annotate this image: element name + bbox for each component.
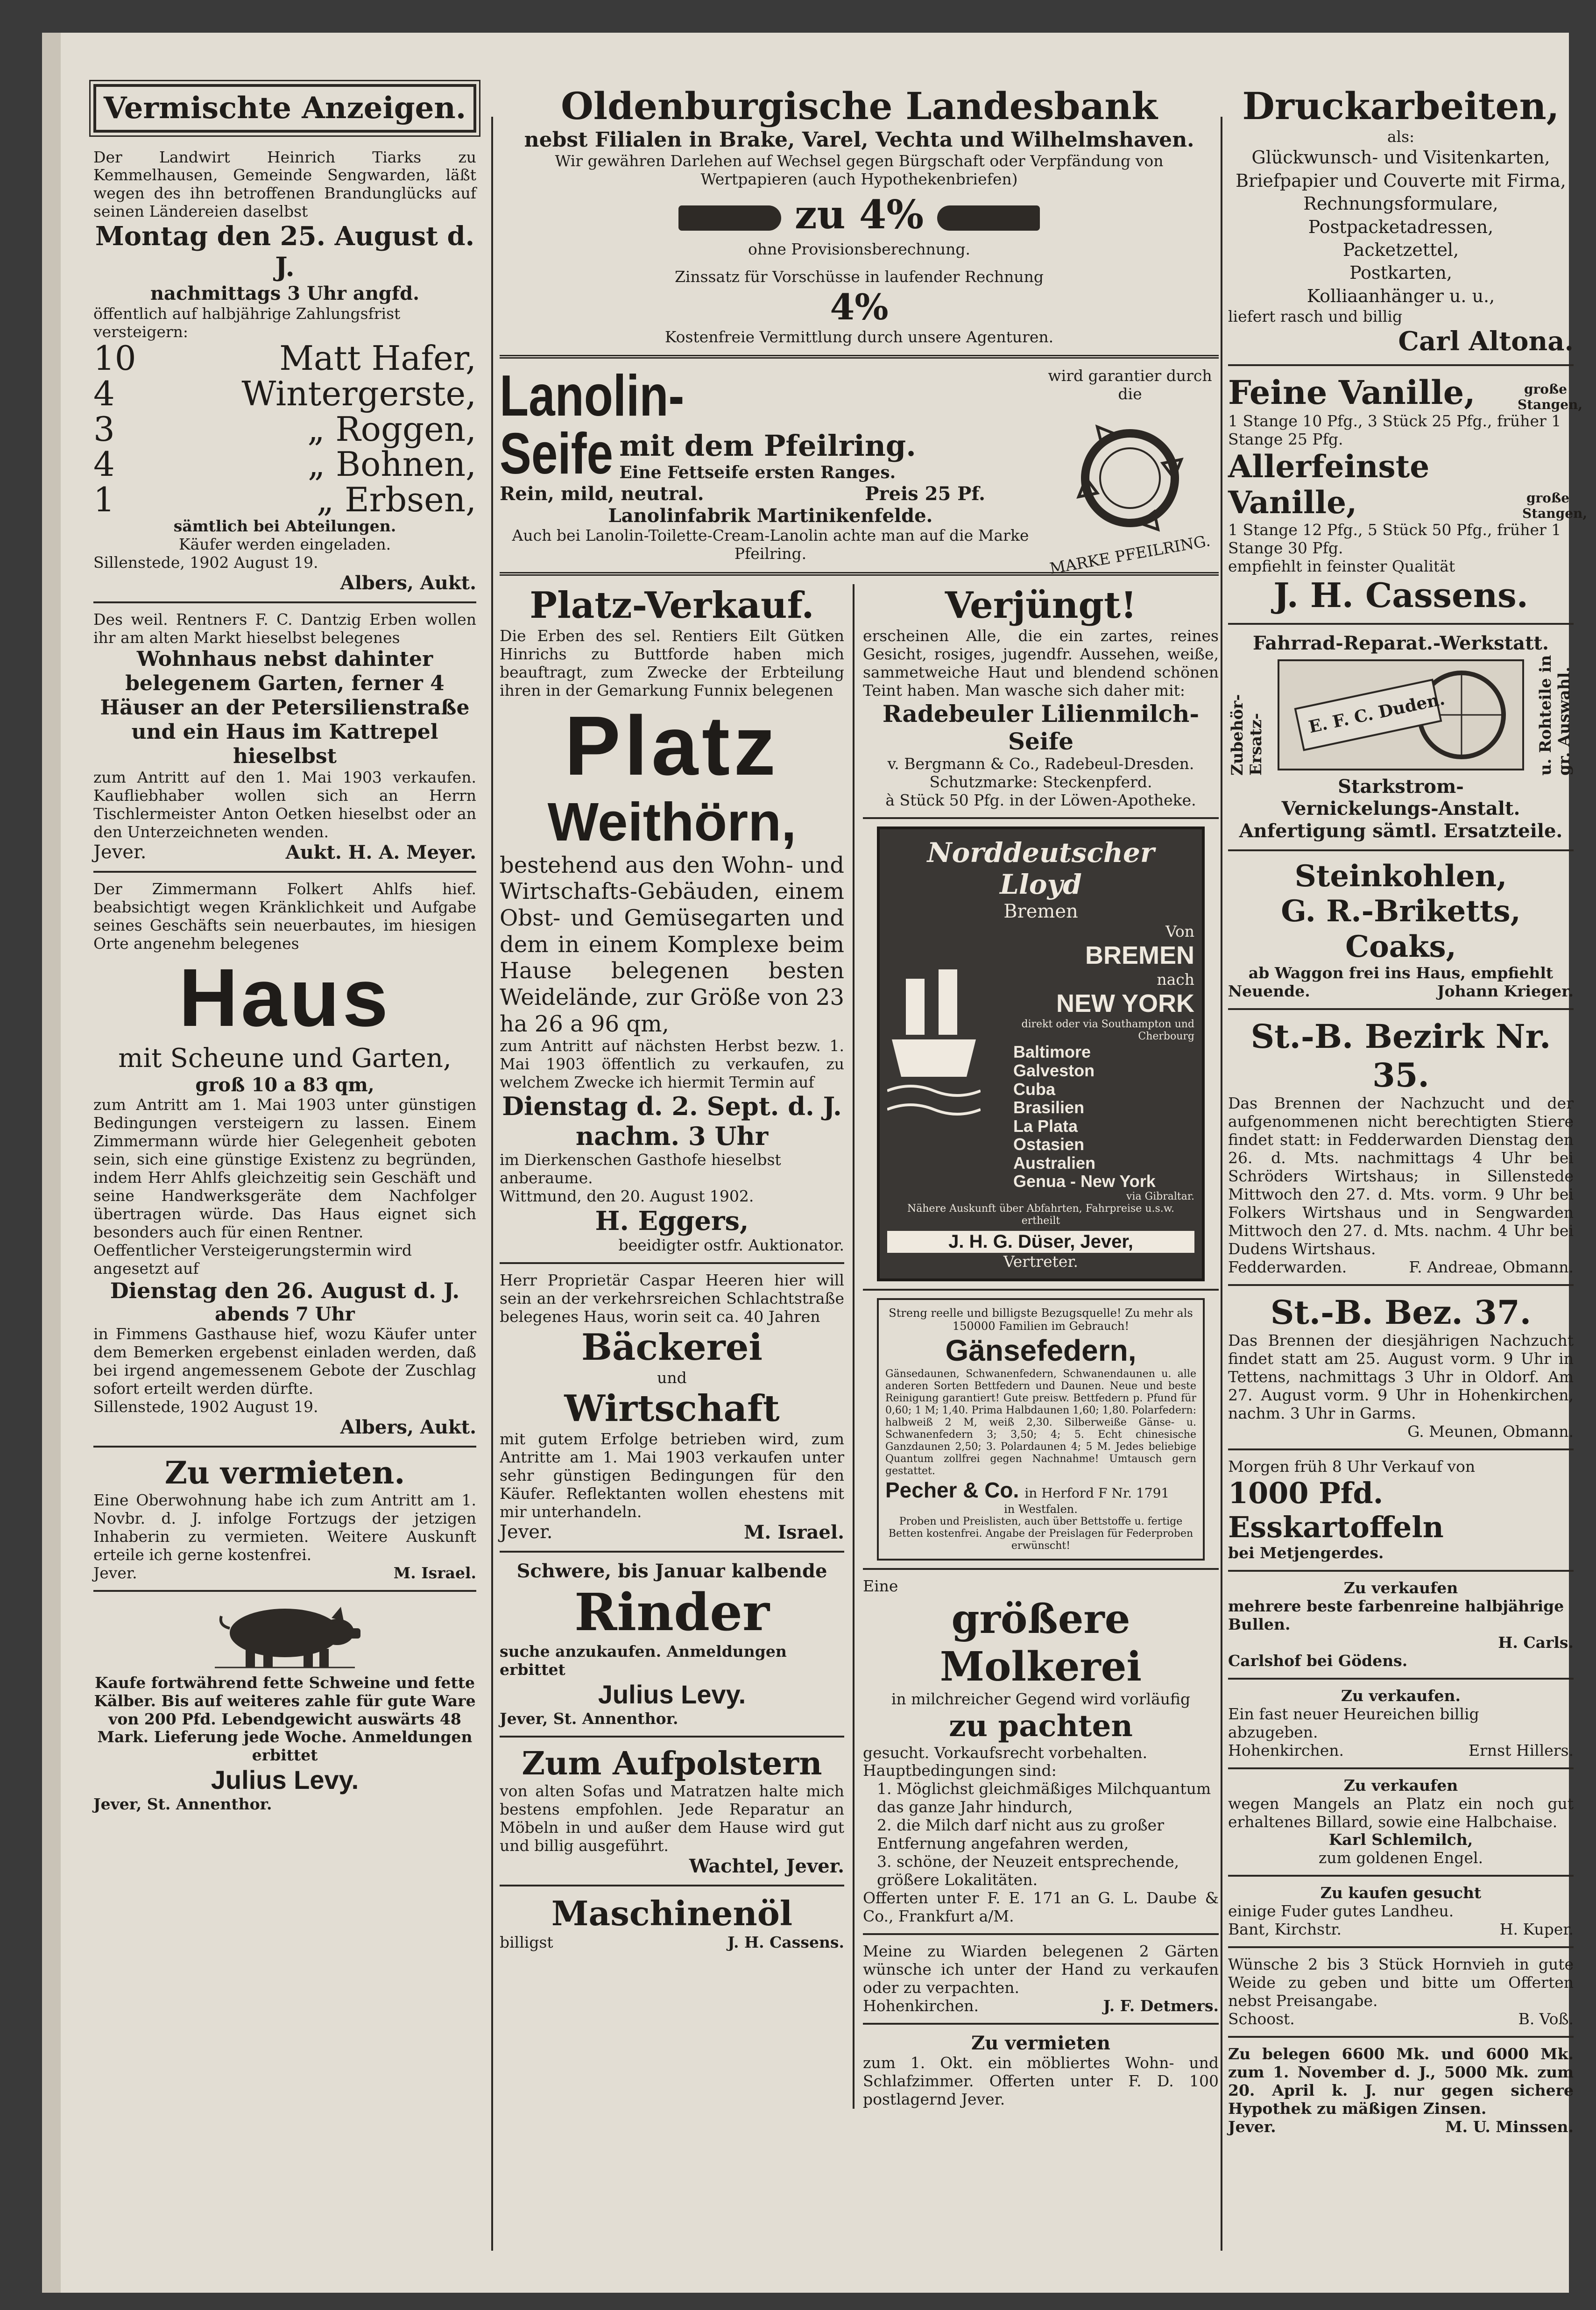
verj-text: erscheinen Alle, die ein zartes, reines Gesicht, rosiges, jugendfr. Aussehen, weiße, sammetweiche Haut und blendend schönen Teint haben. Man wasche sich daher mit: <box>863 627 1219 700</box>
lanolin-tag2: Eine Fettseife ersten Ranges. <box>619 463 896 483</box>
billard-text: wegen Mangels an Platz ein noch gut erhaltenes Billard, sowie eine Halbchaise. <box>1228 1794 1574 1831</box>
lloyd-ad <box>877 827 1205 1281</box>
fahrrad-brand: E. F. C. Duden. <box>1306 689 1447 737</box>
gans-footer: Proben und Preislisten, auch über Bettstoffe u. fertige Betten kostenfrei. Angabe der Preislagen für Federproben erwünscht! <box>888 1516 1193 1552</box>
divider <box>93 1446 476 1448</box>
bez35-text: Das Brennen der Nachzucht und der aufgenommenen nicht berechtigten Stiere findet statt: in Fedderwarden Dienstag den 26. d. Mts. nachmittags 4 Uhr bei Schröders Wirtshaus; in Sillenstede Mittwoch den 27. d. Mts. vorm. 9 Uhr bei Folkers Wirtshaus und in Sengwarden Mittwoch den 27. d. Mts. nachm. 4 Uhr bei Dudens Wirtshaus. <box>1228 1094 1574 1258</box>
divider <box>1228 1284 1574 1286</box>
polster-text: von alten Sofas und Matratzen halte mich bestens empfohlen. Jede Reparatur an Möbeln in und außer dem Hause wird gut und billig ausgeführt. <box>500 1782 844 1855</box>
rinder-place: Jever, St. Annenthor. <box>500 1709 678 1728</box>
vanille-row2 <box>1228 448 1588 522</box>
platz-title: Platz-Verkauf. <box>530 584 814 627</box>
bez37-text: Das Brennen der diesjährigen Nachzucht findet statt am 25. August vorm. 9 Uhr in Tettens, nachmittags 3 Uhr in Oldorf. Am 27. August vorm. 9 Uhr in Hohenkirchen, nachm. 3 Uhr in Garms. <box>1228 1331 1574 1423</box>
platz-place: Wittmund, den 20. August 1902. <box>500 1187 754 1206</box>
gans-firm: Pecher & Co. <box>885 1477 1019 1502</box>
page-binding-edge <box>42 33 61 2293</box>
item-name: Wintergerste, <box>241 374 476 414</box>
ad-tiarks-invite: Käufer werden eingeladen. <box>178 535 391 554</box>
ad-mieten-title: Zu vermieten. <box>164 1455 405 1491</box>
bullen-text: mehrere beste farbenreine halbjährige Bullen. <box>1228 1597 1564 1634</box>
bez37-title: St.-B. Bez. 37. <box>1270 1293 1532 1332</box>
divider <box>93 871 476 873</box>
lanolin-tag: mit dem Pfeilring. <box>619 429 916 463</box>
item-name: Matt Hafer, <box>279 339 476 378</box>
verj-price: à Stück 50 Pfg. in der Löwen-Apotheke. <box>885 791 1196 810</box>
divider <box>1228 1448 1574 1450</box>
item-name: „ Roggen, <box>307 409 476 449</box>
place: Fedderwarden. <box>1228 1257 1347 1276</box>
lanolin-tag-wrap <box>619 429 916 483</box>
place: Bant, Kirchstr. <box>1228 1920 1342 1939</box>
item-row <box>93 376 476 412</box>
newspaper-page <box>42 33 1588 2293</box>
divider <box>863 1289 1219 1291</box>
platz-loc: im Dierkenschen Gasthofe hieselbst anberaume. <box>500 1151 781 1187</box>
divider <box>1228 1767 1574 1769</box>
rinder-title: Rinder <box>574 1582 770 1643</box>
item-qty: 4 <box>93 374 115 414</box>
molk-item: 2. die Milch darf nicht aus zu großer Entfernung angefahren werden, <box>877 1816 1164 1853</box>
molk-title: größere Molkerei <box>939 1596 1142 1690</box>
oel-footer <box>500 1934 844 1952</box>
lloyd-from: Bremen <box>1003 900 1078 922</box>
fahrrad-l2: Vernickelungs-Anstalt. <box>1281 798 1520 820</box>
bank-rate1-row <box>500 191 1219 238</box>
platz-time: nachm. 3 Uhr <box>575 1121 769 1151</box>
molk-pre: Eine <box>863 1577 898 1596</box>
lower-section <box>500 584 1219 2108</box>
kohle-t2: G. R.-Briketts, <box>1281 894 1521 929</box>
divider <box>1228 1875 1574 1877</box>
ad-tiarks-date: Montag den 25. August d. J. <box>95 221 475 283</box>
ad-tiarks-intro: Der Landwirt Heinrich Tiarks zu Kemmelhausen, Gemeinde Sengwarden, läßt wegen des ihn betroffenen Brandunglücks auf seinen Ländereien daselbst <box>93 148 476 221</box>
pointing-hand-icon <box>678 205 781 231</box>
ad-tiarks-sign: Albers, Aukt. <box>340 572 476 594</box>
billard-place: zum goldenen Engel. <box>1318 1849 1483 1867</box>
item-row <box>93 409 476 449</box>
lanolin-guarantee: wird garantier durch die <box>1048 366 1212 403</box>
baeck-und: und <box>657 1369 687 1387</box>
ad-mieten-footer <box>93 1564 476 1582</box>
pig-illustration <box>205 1599 364 1669</box>
verj-title: Verjüngt! <box>945 584 1137 627</box>
bank-rate1-note: ohne Provisionsberechnung. <box>748 240 971 259</box>
signature: M. U. Minssen. <box>1445 2117 1574 2136</box>
molk-offer: Offerten unter F. E. 171 an G. L. Daube & Co., Frankfurt a/M. <box>863 1889 1219 1925</box>
divider <box>1228 1946 1574 1948</box>
rinder-name: Julius Levy. <box>598 1679 746 1709</box>
signature: J. H. Cassens. <box>727 1933 844 1951</box>
divider <box>863 817 1219 819</box>
divider <box>500 1551 844 1553</box>
divider <box>1228 849 1574 851</box>
druck-item: Rechnungsformulare, <box>1303 193 1498 214</box>
signature: M. Israel. <box>393 1563 476 1582</box>
billard-title: Zu verkaufen <box>1343 1776 1458 1794</box>
fahrrad-l3: Anfertigung sämtl. Ersatzteile. <box>1239 819 1563 842</box>
lloyd-via: via Gibraltar. <box>1126 1191 1194 1203</box>
bank-footer: Kostenfreie Vermittlung durch unsere Agenturen. <box>664 327 1054 346</box>
lanolin-maker: Lanolinfabrik Martinikenfelde. <box>608 504 933 527</box>
gans-top: Streng reelle und billigste Bezugsquelle! Zu mehr als 150000 Familien im Gebrauch! <box>889 1307 1193 1333</box>
lloyd-dest: Australien <box>1013 1153 1096 1173</box>
ad-dantzig-footer <box>93 841 476 863</box>
kohle-footer <box>1228 982 1574 1001</box>
geld-text: Zu belegen 6600 Mk. und 6000 Mk. zum 1. November d. J., 5000 Mk. zum 20. April k. J. nur gegen sichere Hypothek zu mäßigen Zinsen. <box>1228 2044 1574 2118</box>
item-name: „ Erbsen, <box>316 480 476 519</box>
column-2 <box>500 84 1219 2109</box>
ad-dantzig-bold: Wohnhaus nebst dahinter belegenem Garten, ferner 4 Häuser an der Petersilienstraße und ein Haus im Kattrepel hieselbst <box>100 647 470 768</box>
platz-date: Dienstag d. 2. Sept. d. J. <box>502 1091 842 1122</box>
item-row <box>93 447 476 482</box>
vanille-t2s: große Stangen, <box>1522 490 1588 522</box>
lloyd-dest: Ostasien <box>1013 1135 1085 1154</box>
item-qty: 10 <box>93 339 136 378</box>
ad-tiarks-terms: öffentlich auf halbjährige Zahlungsfrist versteigern: <box>93 304 401 341</box>
lloyd-info: Nähere Auskunft über Abfahrten, Fahrpreise u.s.w. ertheilt <box>907 1203 1174 1227</box>
lloyd-dest: Brasilien <box>1013 1098 1085 1117</box>
bank-sub: nebst Filialen in Brake, Varel, Vechta und Wilhelmshaven. <box>524 128 1194 152</box>
bank-deposit: Zinssatz für Vorschüsse in laufender Rechnung <box>674 268 1044 286</box>
gans-ad <box>877 1298 1205 1561</box>
steamship-icon <box>887 923 981 1128</box>
place: Hohenkirchen. <box>863 1996 979 2015</box>
ad-ahlfs-size: groß 10 a 83 qm, <box>195 1074 374 1096</box>
kart-text: Morgen früh 8 Uhr Verkauf von <box>1228 1457 1476 1476</box>
divider <box>1228 1678 1574 1680</box>
vanille-t1: Feine Vanille, <box>1228 373 1476 412</box>
druck-item: Postkarten, <box>1349 262 1452 283</box>
vanille-row1 <box>1228 373 1583 412</box>
divider <box>1228 364 1574 366</box>
vanille-p1: 1 Stange 10 Pfg., 3 Stück 25 Pfg., früher 1 Stange 25 Pfg. <box>1228 411 1561 448</box>
ad-tiarks-time: nachmittags 3 Uhr angfd. <box>150 283 420 305</box>
ad-dantzig-rest: zum Antritt auf den 1. Mai 1903 verkaufen. Kaufliebhaber wollen sich an Herrn Tischlermeister Anton Oetken hieselbst oder an den Unterzeichneten wenden. <box>93 768 476 841</box>
place: Jever. <box>93 1563 137 1582</box>
item-qty: 4 <box>93 445 115 484</box>
oel-title: Maschinenöl <box>551 1893 793 1934</box>
pointing-hand-icon <box>937 205 1040 231</box>
column-1 <box>93 84 476 1814</box>
wiard-text: Meine zu Wiarden belegenen 2 Gärten wünsche ich unter der Hand zu verkaufen oder zu verpachten. <box>863 1942 1219 1997</box>
kohle-t3: Coaks, <box>1345 929 1456 964</box>
kohle-t1: Steinkohlen, <box>1294 858 1507 894</box>
lloyd-routes <box>981 923 1194 1203</box>
molk-sought: gesucht. Vorkaufsrecht vorbehalten. <box>863 1743 1148 1762</box>
lanolin-text <box>500 363 1041 564</box>
platz-intro: Die Erben des sel. Rentiers Eilt Gütken Hinrichs zu Buttforde haben mich beauftragt, zum Zwecke der Erbteilung ihren in der Gemarkung Funnix belegenen <box>500 627 844 700</box>
wiard-footer <box>863 1997 1219 2015</box>
divider <box>500 1736 844 1738</box>
signature: F. Andreae, Obmann. <box>1409 1257 1574 1276</box>
ad-ahlfs-term-intro: Oeffentlicher Versteigerungstermin wird angesetzt auf <box>93 1241 412 1278</box>
signature: Johann Krieger. <box>1437 982 1574 1001</box>
bez37-sign: G. Meunen, Obmann. <box>1407 1422 1574 1441</box>
bank-rate2: 4% <box>830 286 889 328</box>
lanolin-info-row <box>500 483 1041 505</box>
divider <box>863 1568 1219 1570</box>
item-row <box>93 482 476 518</box>
ad-tiarks-place: Sillenstede, 1902 August 19. <box>93 553 318 572</box>
gans-addr: in Herford F Nr. 1791 <box>1024 1485 1170 1501</box>
heu2-footer <box>1228 1921 1574 1939</box>
baeck-intro: Herr Proprietär Caspar Heeren hier will sein an der verkehrsreichen Schlachtstraße belegenes Haus, worin seit ca. 40 Jahren <box>500 1271 844 1326</box>
column-rule-2 <box>1221 117 1222 2251</box>
ad-schweine-name: Julius Levy. <box>211 1765 359 1795</box>
lloyd-agent: J. H. G. Düser, Jever, <box>887 1231 1194 1253</box>
lloyd-dest: Genua - New York <box>1013 1172 1156 1191</box>
heu2-text: einige Fuder gutes Landheu. <box>1228 1902 1454 1921</box>
ad-ahlfs-sign: Albers, Aukt. <box>340 1416 476 1438</box>
divider <box>500 1885 844 1886</box>
bullen-title: Zu verkaufen <box>1343 1579 1458 1597</box>
bank-title: Oldenburgische Landesbank <box>561 84 1158 128</box>
divider <box>500 355 1219 359</box>
kohle-text: ab Waggon frei ins Haus, empfiehlt <box>1248 964 1554 982</box>
vanille-t2: Allerfeinste Vanille, <box>1228 448 1430 521</box>
molk-big: zu pachten <box>949 1709 1133 1744</box>
druck-items <box>1228 146 1574 308</box>
lloyd-dest: Baltimore <box>1013 1042 1091 1062</box>
druck-item: Kolliaanhänger u. u., <box>1306 285 1495 306</box>
druck-item: Postpacketadressen, <box>1308 216 1494 237</box>
divider <box>1228 2036 1574 2038</box>
heu-footer <box>1228 1742 1574 1760</box>
place: Jever. <box>1228 2117 1276 2136</box>
baeck-t2: Wirtschaft <box>564 1387 780 1430</box>
lanolin-title2: Seife <box>500 421 614 486</box>
item-qty: 3 <box>93 409 115 449</box>
ad-schweine-text: Kaufe fortwährend fette Schweine und fette Kälber. Bis auf weiteres zahle für gute Ware von 200 Pfd. Lebendgewicht auswärts 48 Mark. Lieferung jede Woche. Anmeldungen erbittet <box>94 1673 476 1765</box>
baeck-t1: Bäckerei <box>581 1326 763 1369</box>
polster-title: Zum Aufpolstern <box>522 1745 822 1782</box>
verm-text: zum 1. Okt. ein möbliertes Wohn- und Schlafzimmer. Offerten unter F. D. 100 postlagernd Jever. <box>863 2053 1219 2108</box>
bank-text: Wir gewähren Darlehen auf Wechsel gegen Bürgschaft oder Verpfändung von Wertpapieren (auch Hypothekenbriefen) <box>555 152 1164 189</box>
fahrrad-title: Fahrrad-Reparat.-Werkstatt. <box>1253 632 1549 655</box>
signature: H. Kuper. <box>1499 1920 1574 1939</box>
lloyd-nach: nach <box>1157 970 1194 989</box>
druck-item: Briefpapier und Couverte mit Firma, <box>1236 170 1566 191</box>
verj-mark: Schutzmarke: Steckenpferd. <box>929 773 1152 791</box>
lloyd-von: Von <box>1165 922 1194 941</box>
fahrrad-banner <box>1278 659 1524 770</box>
signature: M. Israel. <box>744 1521 844 1543</box>
divider <box>863 2023 1219 2025</box>
lloyd-dest: Cuba <box>1013 1079 1055 1099</box>
lanolin-note: Auch bei Lanolin-Toilette-Cream-Lanolin achte man auf die Marke Pfeilring. <box>512 526 1029 563</box>
bullen-place: Carlshof bei Gödens. <box>1228 1651 1408 1670</box>
druck-item: Packetzettel, <box>1342 239 1459 260</box>
place: Schoost. <box>1228 2009 1295 2028</box>
molk-item: 1. Möglichst gleichmäßiges Milchquantum das ganze Jahr hindurch, <box>877 1780 1211 1816</box>
ad-schweine-place: Jever, St. Annenthor. <box>93 1795 272 1814</box>
lanolin-title-row <box>500 421 1041 486</box>
heu2-title: Zu kaufen gesucht <box>1320 1884 1482 1902</box>
column-rule-1 <box>491 117 493 2251</box>
fahrrad-right: u. Rohteile in gr. Auswahl. <box>1536 655 1574 776</box>
place: Hohenkirchen. <box>1228 1741 1344 1759</box>
vanille-t1s: große Stangen, <box>1518 381 1583 412</box>
ad-ahlfs-date: Dienstag den 26. August d. J. <box>110 1278 460 1303</box>
molk-list <box>863 1780 1219 1889</box>
vanille-p2: 1 Stange 12 Pfg., 5 Stück 50 Pfg., früher 1 Stange 30 Pfg. <box>1228 521 1561 558</box>
lanolin-mark-label: MARKE PFEILRING. <box>1048 531 1212 578</box>
druck-sign: Carl Altona. <box>1398 326 1574 357</box>
baeck-footer <box>500 1521 844 1543</box>
bullen-sign: H. Carls. <box>1498 1633 1574 1652</box>
lanolin-price: Preis 25 Pf. <box>865 482 985 505</box>
lloyd-role: Vertreter. <box>1003 1252 1079 1271</box>
platz-big1: Platz <box>564 699 780 793</box>
gans-firm-row <box>885 1477 1196 1503</box>
platz-desc: bestehend aus den Wohn- und Wirtschafts-Gebäuden, einem Obst- und Gemüsegarten und dem in einem Komplexe beim Hause belegenen besten Weidelände, zur Größe von 23 ha 26 a 96 qm, <box>500 852 844 1037</box>
verj-maker: v. Bergmann & Co., Radebeul-Dresden. <box>887 755 1194 773</box>
lloyd-dest: La Plata <box>1013 1116 1078 1136</box>
vieh-text: Wünsche 2 bis 3 Stück Hornvieh in gute Weide zu geben und bitte um Offerten nebst Preisangabe. <box>1228 1955 1574 2010</box>
ad-tiarks-items <box>93 341 476 517</box>
druck-item: Glückwunsch- und Visitenkarten, <box>1251 147 1550 168</box>
item-row <box>93 341 476 376</box>
section-header: Vermischte Anzeigen. <box>93 84 476 133</box>
molk-item: 3. schöne, der Neuzeit entsprechende, größere Lokalitäten. <box>877 1852 1179 1889</box>
druck-title: Druckarbeiten, <box>1242 84 1560 128</box>
billard-sign: Karl Schlemilch, <box>1328 1830 1473 1849</box>
place: Jever. <box>93 841 147 863</box>
ad-mieten-text: Eine Oberwohnung habe ich zum Antritt am 1. Novbr. d. J. infolge Fortzugs der jetzigen Inhaberin zu vermieten. Weitere Auskunft erteile ich gerne kostenfrei. <box>93 1491 476 1564</box>
ad-ahlfs-big: Haus <box>178 952 391 1044</box>
divider <box>1228 1570 1574 1572</box>
vanille-text: empfiehlt in feinster Qualität <box>1228 557 1455 576</box>
lloyd-route: direkt oder via Southampton und Cherbourg <box>1021 1018 1194 1043</box>
divider <box>1228 623 1574 625</box>
column-3 <box>1228 84 1588 2136</box>
ad-dantzig-intro: Des weil. Rentners F. C. Dantzig Erben wollen ihr am alten Markt hieselbst belegenes <box>93 610 476 647</box>
place: Neuende. <box>1228 982 1310 1001</box>
lloyd-body <box>887 923 1194 1203</box>
fahrrad-left: Zubehör-Ersatz- <box>1228 694 1266 776</box>
platz-sign: H. Eggers, <box>595 1206 749 1237</box>
ad-tiarks-note: sämtlich bei Abteilungen. <box>173 517 396 536</box>
column-2-left <box>500 584 854 2108</box>
divider <box>93 601 476 603</box>
druck-text: liefert rasch und billig <box>1228 307 1403 326</box>
place: Jever. <box>500 1521 553 1543</box>
heu-text: Ein fast neuer Heureichen billig abzugeben. <box>1228 1704 1479 1741</box>
rinder-head: Schwere, bis Januar kalbende <box>516 1560 827 1582</box>
gans-title: Gänsefedern, <box>945 1333 1137 1367</box>
lloyd-city1: BREMEN <box>1085 941 1194 970</box>
kart-loc: bei Metjengerdes. <box>1228 1544 1384 1562</box>
polster-sign: Wachtel, Jever. <box>689 1855 844 1877</box>
signature: Aukt. H. A. Meyer. <box>285 841 476 863</box>
platz-role: beeidigter ostfr. Auktionator. <box>618 1236 844 1255</box>
druck-als: als: <box>1387 127 1415 146</box>
verm-title: Zu vermieten <box>971 2032 1110 2054</box>
baeck-text: mit gutem Erfolge betrieben wird, zum Antritte am 1. Mai 1903 verkaufen unter sehr günstigen Bedingungen für den Käufer. Reflektanten wollen ehestens mit mir unterhandeln. <box>500 1430 844 1521</box>
lanolin-title1: Lanolin- <box>500 363 685 428</box>
lanolin-ad <box>500 363 1219 578</box>
bez35-footer <box>1228 1258 1574 1277</box>
gans-text: Gänsedaunen, Schwanenfedern, Schwanendaunen u. alle anderen Sorten Bettfedern und Daunen. Neue und beste Reinigung garantiert! Gute preisw. Bettfedern p. Pfund für 0,60; 1 M; 1,40. Prima Halbdaunen 1,60; 1,80. Polarfedern: halbweiß 2 M, weiß 2,30. Silberweiße Gänse- u. Schwanenfedern 3; 3,50; 4; 5. Echt chinesische Ganzdaunen 2,50; 3. Polardaunen 4; 5 M. Jedes beliebige Quantum zollfrei gegen Nachnahme! Umtausch gern gestattet. <box>885 1368 1196 1477</box>
bez35-title: St.-B. Bezirk Nr. 35. <box>1250 1017 1551 1095</box>
vieh-footer <box>1228 2010 1574 2028</box>
heu-title: Zu verkaufen. <box>1341 1686 1461 1705</box>
molk-cond: Hauptbedingungen sind: <box>863 1761 1057 1780</box>
verj-product: Radebeuler Lilienmilch-Seife <box>882 700 1200 756</box>
ad-ahlfs-time: abends 7 Uhr <box>215 1303 355 1326</box>
rinder-text: suche anzukaufen. Anmeldungen erbittet <box>500 1642 787 1679</box>
column-2-right <box>854 584 1219 2108</box>
oel-left: billigst <box>500 1933 553 1951</box>
lloyd-dest: Galveston <box>1013 1060 1095 1080</box>
gans-addr2: in Westfalen. <box>1004 1503 1078 1516</box>
ad-ahlfs-text: zum Antritt am 1. Mai 1903 unter günstigen Bedingungen versteigern zu lassen. Einem Zimmermann würde hier Gelegenheit geboten sein, sich eine günstige Existenz zu begründen, indem Herr Ahlfs gleichzeitig sein Geschäft und seine Handwerksgeräte dem Nachfolger übertragen würde. Das Haus eignet sich besonders auch für einen Rentner. <box>93 1095 476 1241</box>
signature: Ernst Hillers. <box>1469 1741 1574 1759</box>
item-name: „ Bohnen, <box>307 445 476 484</box>
molk-text: in milchreicher Gegend wird vorläufig <box>891 1690 1191 1709</box>
geld-footer <box>1228 2118 1574 2136</box>
fahrrad-l1: Starkstrom- <box>1338 776 1464 798</box>
ad-ahlfs-text2: in Fimmens Gasthause hief, wozu Käufer unter dem Bemerken ergebenst einladen werden, daß bei irgend angemessenem Gebote der Zuschlag sofort erteilt werden dürfte. <box>93 1325 476 1398</box>
lloyd-dest-list <box>985 1043 1194 1191</box>
divider <box>500 572 1219 576</box>
lanolin-props: Rein, mild, neutral. <box>500 482 704 505</box>
lanolin-mark <box>1041 366 1219 578</box>
ad-ahlfs-intro: Der Zimmermann Folkert Ahlfs hief. beabsichtigt wegen Kränklichkeit und Aufgabe seines Geschäfts sein neuerbautes, im hiesigen Orte angenehm belegenes <box>93 879 476 953</box>
signature: J. F. Detmers. <box>1103 1996 1219 2015</box>
fahrrad-graphic-row <box>1228 654 1574 776</box>
lloyd-title: Norddeutscher Lloyd <box>927 837 1155 901</box>
divider <box>93 1590 476 1592</box>
divider <box>1228 1008 1574 1010</box>
ad-ahlfs-sub: mit Scheune und Garten, <box>118 1043 452 1074</box>
platz-text: zum Antritt auf nächsten Herbst bezw. 1. Mai 1903 öffentlich zu verkaufen, zu welchem Zwecke ich hiermit Termin auf <box>500 1037 844 1092</box>
bank-rate1: zu 4% <box>794 191 924 238</box>
lloyd-city2: NEW YORK <box>1056 989 1194 1017</box>
kart-big: 1000 Pfd. Esskartoffeln <box>1228 1476 1444 1545</box>
divider <box>863 1933 1219 1935</box>
signature: B. Voß. <box>1518 2009 1574 2028</box>
item-qty: 1 <box>93 480 115 519</box>
ad-ahlfs-place: Sillenstede, 1902 August 19. <box>93 1397 318 1416</box>
vanille-sign: J. H. Cassens. <box>1273 575 1528 615</box>
divider <box>500 1262 844 1264</box>
platz-big2: Weithörn, <box>547 791 797 853</box>
